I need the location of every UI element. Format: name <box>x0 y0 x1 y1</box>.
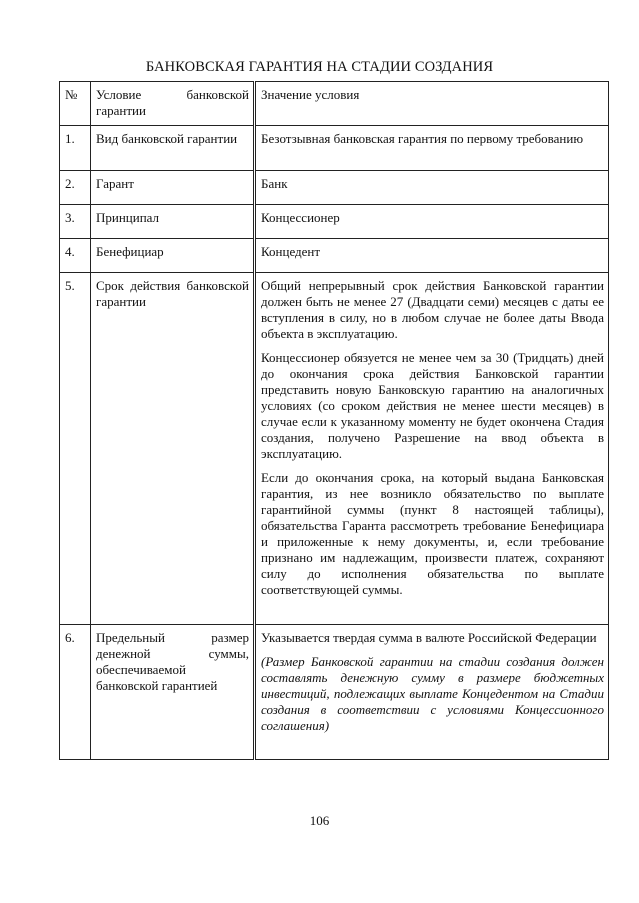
row-condition: Бенефициар <box>91 239 255 273</box>
row-value: Безотзывная банковская гарантия по первому требованию <box>255 126 609 171</box>
row-condition: Вид банковской гарантии <box>91 126 255 171</box>
term-paragraph: Концессионер обязуется не менее чем за 30 (Тридцать) дней до окончания срока действия Банковской гарантии представить новую Банковскую гарантию на аналогичных условиях (со сроком действия не менее шести месяцев) в случае если к указанному моменту не будет окончена Стадия создания, получено Разрешение на ввод объекта в эксплуатацию. <box>261 350 604 461</box>
row-num: 3. <box>60 205 91 239</box>
row-value: Банк <box>255 171 609 205</box>
table-row <box>60 126 609 171</box>
row-num: 1. <box>60 126 91 171</box>
header-num: № <box>60 82 91 126</box>
term-paragraph: Если до окончания срока, на который выдана Банковская гарантия, из нее возникло обязательство по выплате гарантийной суммы (пункт 8 настоящей таблицы), обязательства Гаранта рассмотреть требование Бенефициара и приложенные к нему документы, и, если требование признано им надлежащим, произвести платеж, сохраняют силу до исполнения обязательства по выплате соответствующей суммы. <box>261 470 604 597</box>
header-condition: Условие банковской гарантии <box>91 82 255 126</box>
row-value <box>255 625 609 760</box>
row-condition: Предельный размер денежной суммы, обеспечиваемой банковской гарантией <box>91 625 255 760</box>
row-value <box>255 273 609 625</box>
row-value: Концессионер <box>255 205 609 239</box>
header-value: Значение условия <box>255 82 609 126</box>
table-row <box>60 273 609 625</box>
guarantee-conditions-table <box>59 81 609 760</box>
table-row <box>60 205 609 239</box>
row-num: 6. <box>60 625 91 760</box>
table-header-row <box>60 82 609 126</box>
table-row <box>60 171 609 205</box>
page-title: БАНКОВСКАЯ ГАРАНТИЯ НА СТАДИИ СОЗДАНИЯ <box>145 59 494 75</box>
row-value: Концедент <box>255 239 609 273</box>
table-row <box>60 239 609 273</box>
row-condition: Срок действия банковской гарантии <box>91 273 255 625</box>
row-num: 5. <box>60 273 91 625</box>
page-number: 106 <box>309 813 330 828</box>
table-row <box>60 625 609 760</box>
amount-note: (Размер Банковской гарантии на стадии создания должен составлять денежную сумму в размере бюджетных инвестиций, подлежащих выплате Концедентом на Стадии создания в соответствии с условиями Концессионного соглашения) <box>261 654 604 733</box>
row-num: 4. <box>60 239 91 273</box>
amount-text: Указывается твердая сумма в валюте Российской Федерации <box>261 630 597 645</box>
row-num: 2. <box>60 171 91 205</box>
row-condition: Гарант <box>91 171 255 205</box>
term-paragraph: Общий непрерывный срок действия Банковской гарантии должен быть не менее 27 (Двадцати семи) месяцев с даты ее вступления в силу, но в любом случае не более даты Ввода объекта в эксплуатацию. <box>261 278 604 341</box>
row-condition: Принципал <box>91 205 255 239</box>
